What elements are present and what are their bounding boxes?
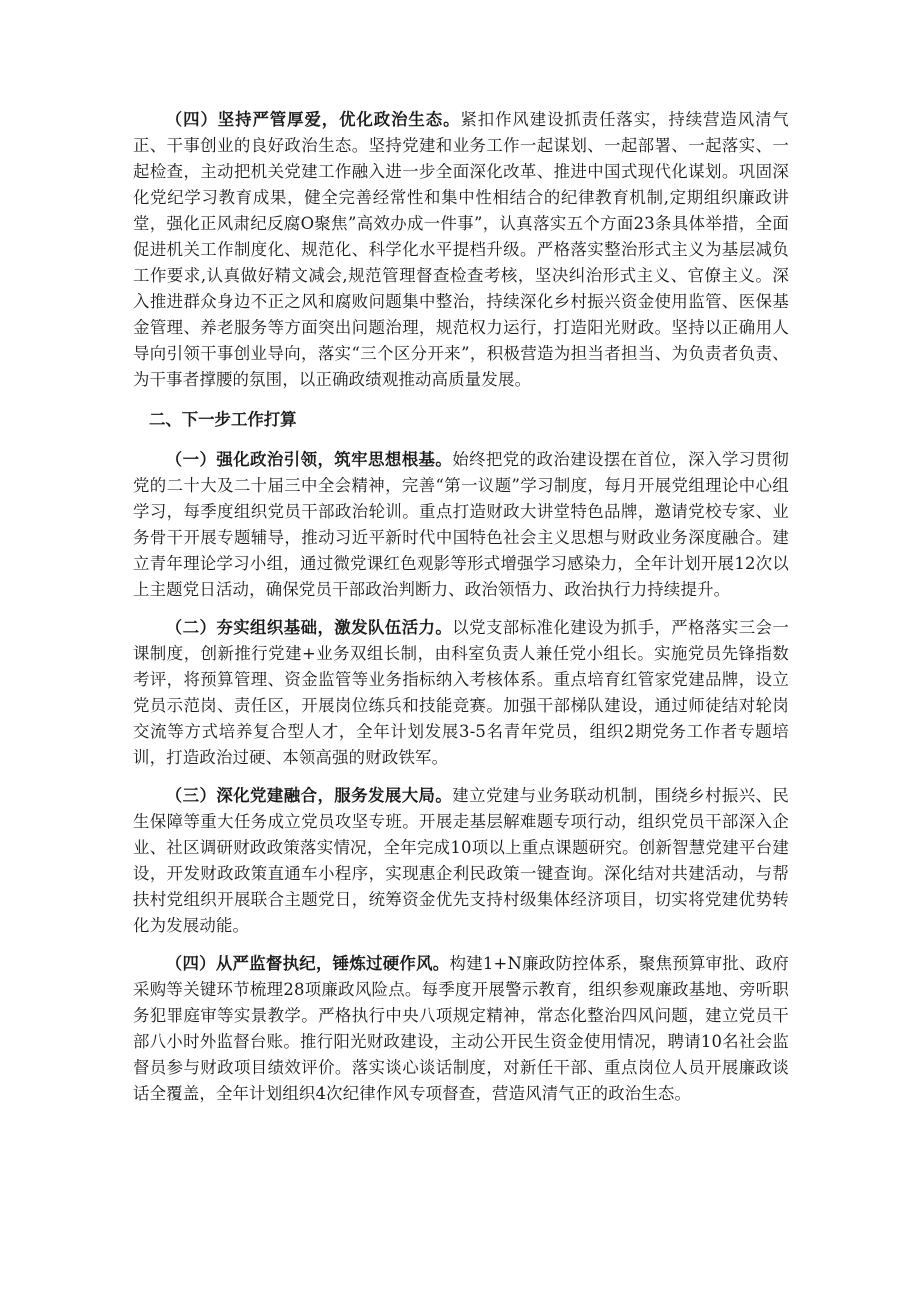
paragraph-body: 紧扣作风建设抓责任落实，持续营造风清气正、干事创业的良好政治生态。坚持党建和业务工作一起谋划、一起部署、一起落实、一起检查，主动把机关党建工作融入进一步全面深化改革、推进中国式现代化谋划。巩固深化党纪学习教育成果，健全完善经常性和集中性相结合的纪律教育机制,定期组织廉政讲堂，强化正风肃纪反腐O聚焦”高效办成一件事”，认真落实五个方面23条具体举措，全面促进机关工作制度化、规范化、科学化水平提档升级。严格落实整治形式主义为基层减负工作要求,认真做好精文减会,规范管理督查检查考核，坚决纠治形式主义、官僚主义。深入推进群众身边不正之风和腐败问题集中整治，持续深化乡村振兴资金使用监管、医保基金管理、养老服务等方面突出问题治理，规范权力运行，打造阳光财政。坚持以正确用人导向引领干事创业导向，落实“三个区分开来”，积极营造为担当者担当、为负责者负责、为干事者撑腰的氛围，以正确政绩观推动高质量发展。: [133, 110, 789, 389]
paragraph-section-4: [133, 107, 789, 393]
paragraph-lead: （二）夯实组织基础，激发队伍活力。: [165, 618, 453, 637]
paragraph-body: 构建1+N廉政防控体系，聚焦预算审批、政府采购等关键环节梳理28项廉政风险点。每季度开展警示教育，组织参观廉政基地、旁听职务犯罪庭审等实景教学。严格执行中央八项规定精神，常态化整治四风问题，建立党员干部八小时外监督台账。推行阳光财政建设，主动公开民生资金使用情况，聘请10名社会监督员参与财政项目绩效评价。落实谈心谈话制度，对新任干部、重点岗位人员开展廉政谈话全覆盖，全年计划组织4次纪律作风专项督查，营造风清气正的政治生态。: [133, 954, 789, 1103]
paragraph-lead: （四）坚持严管厚爱，优化政治生态。: [165, 110, 461, 129]
paragraph-body: 建立党建与业务联动机制，围绕乡村振兴、民生保障等重大任务成立党员攻坚专班。开展走基层解难题专项行动，组织党员干部深入企业、社区调研财政政策落实情况，全年完成10项以上重点课题研究。创新智慧党建平台建设，开发财政政策直通车小程序，实现惠企利民政策一键查询。深化结对共建活动，与帮扶村党组织开展联合主题党日，统筹资金优先支持村级集体经济项目，切实将党建优势转化为发展动能。: [133, 786, 789, 935]
paragraph-lead: （一）强化政治引领，筑牢思想根基。: [165, 450, 453, 469]
paragraph-plan-2: [133, 615, 789, 771]
document-page: [133, 107, 789, 1107]
section-heading: 二、下一步工作打算: [149, 410, 297, 429]
paragraph-body: 始终把党的政治建设摆在首位，深入学习贯彻党的二十大及二十届三中全会精神，完善“第一议题”学习制度，每月开展党组理论中心组学习，每季度组织党员干部政治轮训。重点打造财政大讲堂特色品牌，邀请党校专家、业务骨干开展专题辅导，推动习近平新时代中国特色社会主义思想与财政业务深度融合。建立青年理论学习小组，通过微党课红色观影等形式增强学习感染力，全年计划开展12次以上主题党日活动，确保党员干部政治判断力、政治领悟力、政治执行力持续提升。: [133, 450, 789, 599]
paragraph-body: 以党支部标准化建设为抓手，严格落实三会一课制度，创新推行党建+业务双组长制，由科室负责人兼任党小组长。实施党员先锋指数考评，将预算管理、资金监管等业务指标纳入考核体系。重点培育红管家党建品牌，设立党员示范岗、责任区，开展岗位练兵和技能竞赛。加强干部梯队建设，通过师徒结对轮岗交流等方式培养复合型人才，全年计划发展3-5名青年党员，组织2期党务工作者专题培训，打造政治过硬、本领高强的财政铁军。: [133, 618, 789, 767]
paragraph-lead: （三）深化党建融合，服务发展大局。: [165, 786, 453, 805]
paragraph-plan-4: [133, 951, 789, 1107]
paragraph-lead: （四）从严监督执纪，锤炼过硬作风。: [165, 954, 450, 973]
paragraph-plan-3: [133, 783, 789, 939]
paragraph-plan-1: [133, 447, 789, 603]
